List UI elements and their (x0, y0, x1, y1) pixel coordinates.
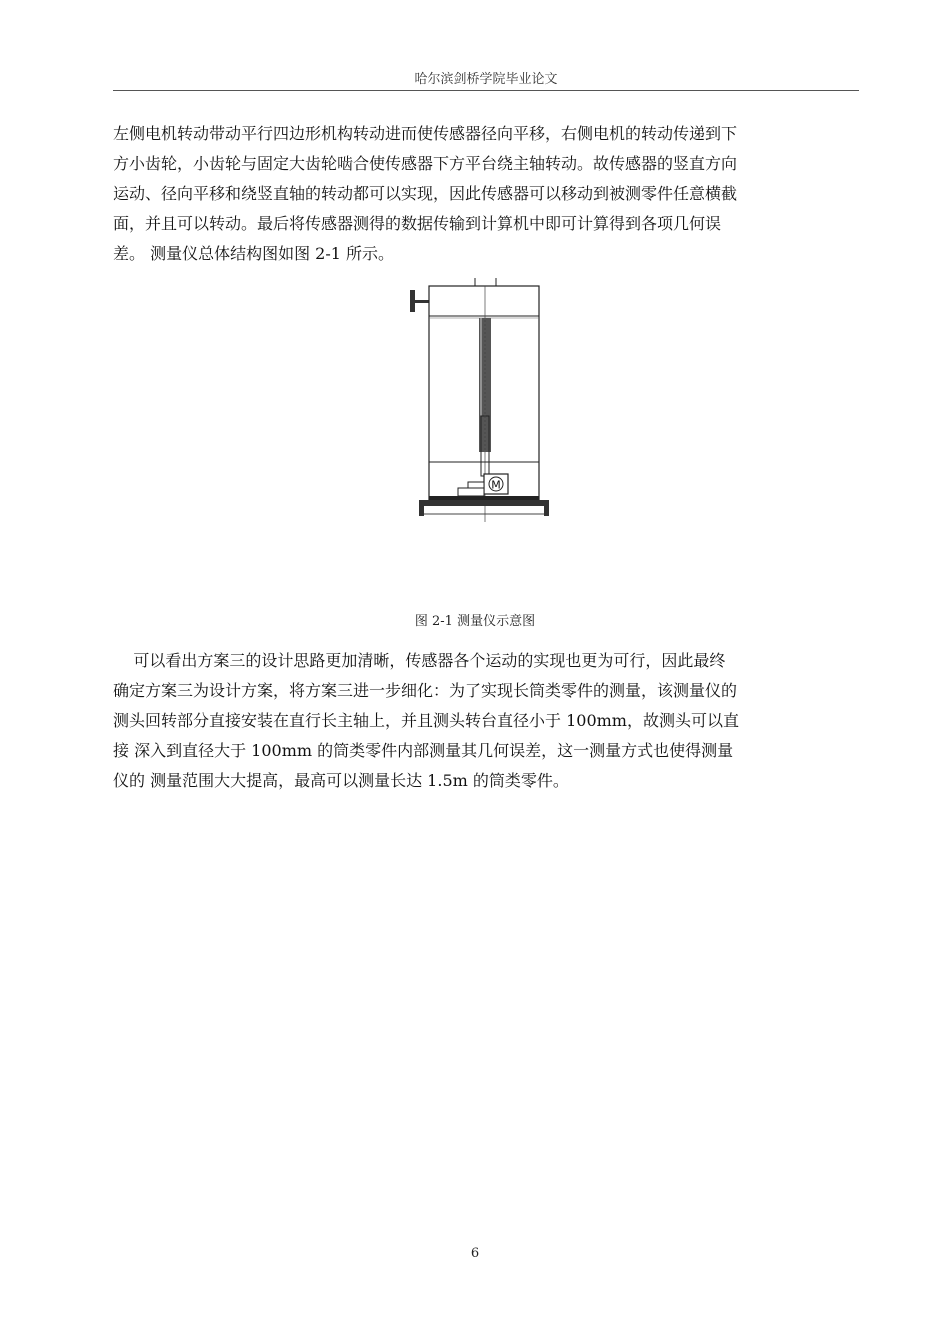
paragraph-line: 运动、径向平移和绕竖直轴的转动都可以实现，因此传感器可以移动到被测零件任意横截 (113, 184, 738, 203)
base-plate (429, 496, 539, 500)
measuring-instrument-figure (410, 276, 560, 526)
paragraph-line: 方小齿轮，小齿轮与固定大齿轮啮合使传感器下方平台绕主轴转动。故传感器的竖直方向 (113, 154, 738, 173)
figure-caption: 图 2-1 测量仪示意图 (414, 614, 536, 629)
paragraph-line: 面，并且可以转动。最后将传感器测得的数据传输到计算机中即可计算得到各项几何误 (113, 214, 722, 233)
header-title: 哈尔滨剑桥学院毕业论文 (414, 72, 558, 87)
instrument-schematic (410, 276, 560, 526)
handwheel-shaft (415, 300, 429, 303)
paragraph-1 (113, 119, 873, 269)
page-number: 6 (470, 1246, 480, 1261)
base-foot-right (544, 506, 549, 516)
rotating-platform (458, 488, 484, 496)
paragraph-line: 仪的 测量范围大大提高，最高可以测量长达 1.5m 的筒类零件。 (113, 771, 569, 790)
paragraph-line: 接 深入到直径大于 100mm 的筒类零件内部测量其几何误差，这一测量方式也使得测量 (113, 741, 734, 760)
motor-label: M (491, 478, 501, 492)
base-foot-left (419, 506, 424, 516)
paragraph-line: 确定方案三为设计方案，将方案三进一步细化：为了实现长筒类零件的测量，该测量仪的 (113, 681, 738, 700)
base-flange (419, 500, 549, 506)
paragraph-line: 左侧电机转动带动平行四边形机构转动进而使传感器径向平移，右侧电机的转动传递到下 (113, 124, 738, 143)
page-header (113, 62, 859, 91)
handwheel-icon (410, 290, 415, 312)
platform-hub (468, 482, 484, 488)
paragraph-line: 可以看出方案三的设计思路更加清晰，传感器各个运动的实现也更为可行，因此最终 (113, 651, 726, 670)
paragraph-line: 差。 测量仪总体结构图如图 2-1 所示。 (113, 244, 395, 263)
paragraph-2 (113, 646, 873, 796)
paragraph-line: 测头回转部分直接安装在直行长主轴上，并且测头转台直径小于 100mm，故测头可以直 (113, 711, 739, 730)
